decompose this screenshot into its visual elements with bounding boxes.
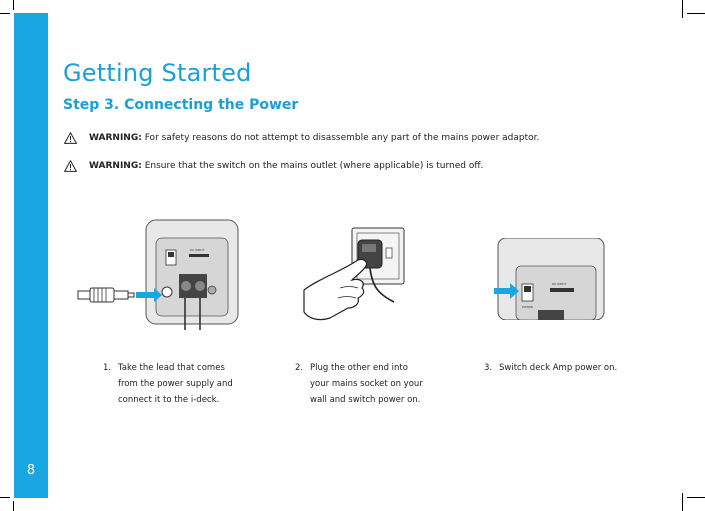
power-switch-icon — [494, 238, 606, 320]
step-number: 3. — [484, 363, 493, 373]
crop-mark — [0, 13, 10, 14]
crop-mark — [13, 0, 14, 10]
crop-mark — [13, 501, 14, 511]
section-subtitle: Step 3. Connecting the Power — [63, 97, 299, 113]
crop-mark — [0, 497, 10, 498]
step-text-line: Switch deck Amp power on. — [499, 363, 618, 373]
warning-text: For safety reasons do not attempt to disassemble any part of the mains power adaptor. — [144, 133, 540, 143]
svg-text:POWER: POWER — [522, 305, 534, 309]
step-text-line: Plug the other end into — [310, 363, 408, 373]
crop-mark — [687, 497, 705, 498]
warning-triangle-icon — [64, 160, 77, 172]
warning-label: WARNING: — [89, 161, 142, 171]
crop-mark — [682, 0, 683, 18]
dc-jack-connection-icon — [72, 218, 247, 330]
blue-sidebar — [14, 13, 48, 498]
step-text-line: from the power supply and — [118, 379, 233, 389]
step-text-line: connect it to the i-deck. — [118, 395, 220, 405]
step-text-line: your mains socket on your — [310, 379, 423, 389]
page-title: Getting Started — [63, 59, 252, 87]
warning-text: Ensure that the switch on the mains outlet (where applicable) is turned off. — [144, 161, 484, 171]
step-number: 2. — [295, 363, 304, 373]
step-text-line: wall and switch power on. — [310, 395, 421, 405]
crop-mark — [682, 493, 683, 511]
crop-mark — [687, 13, 705, 14]
warning-triangle-icon — [64, 132, 77, 144]
svg-text:DC INPUT: DC INPUT — [552, 282, 567, 286]
mains-plug-hand-icon — [300, 222, 420, 330]
warning-label: WARNING: — [89, 133, 142, 143]
step-text-line: Take the lead that comes — [118, 363, 225, 373]
page-number: 8 — [26, 463, 36, 478]
svg-text:DC INPUT: DC INPUT — [190, 248, 205, 252]
step-number: 1. — [103, 363, 112, 373]
